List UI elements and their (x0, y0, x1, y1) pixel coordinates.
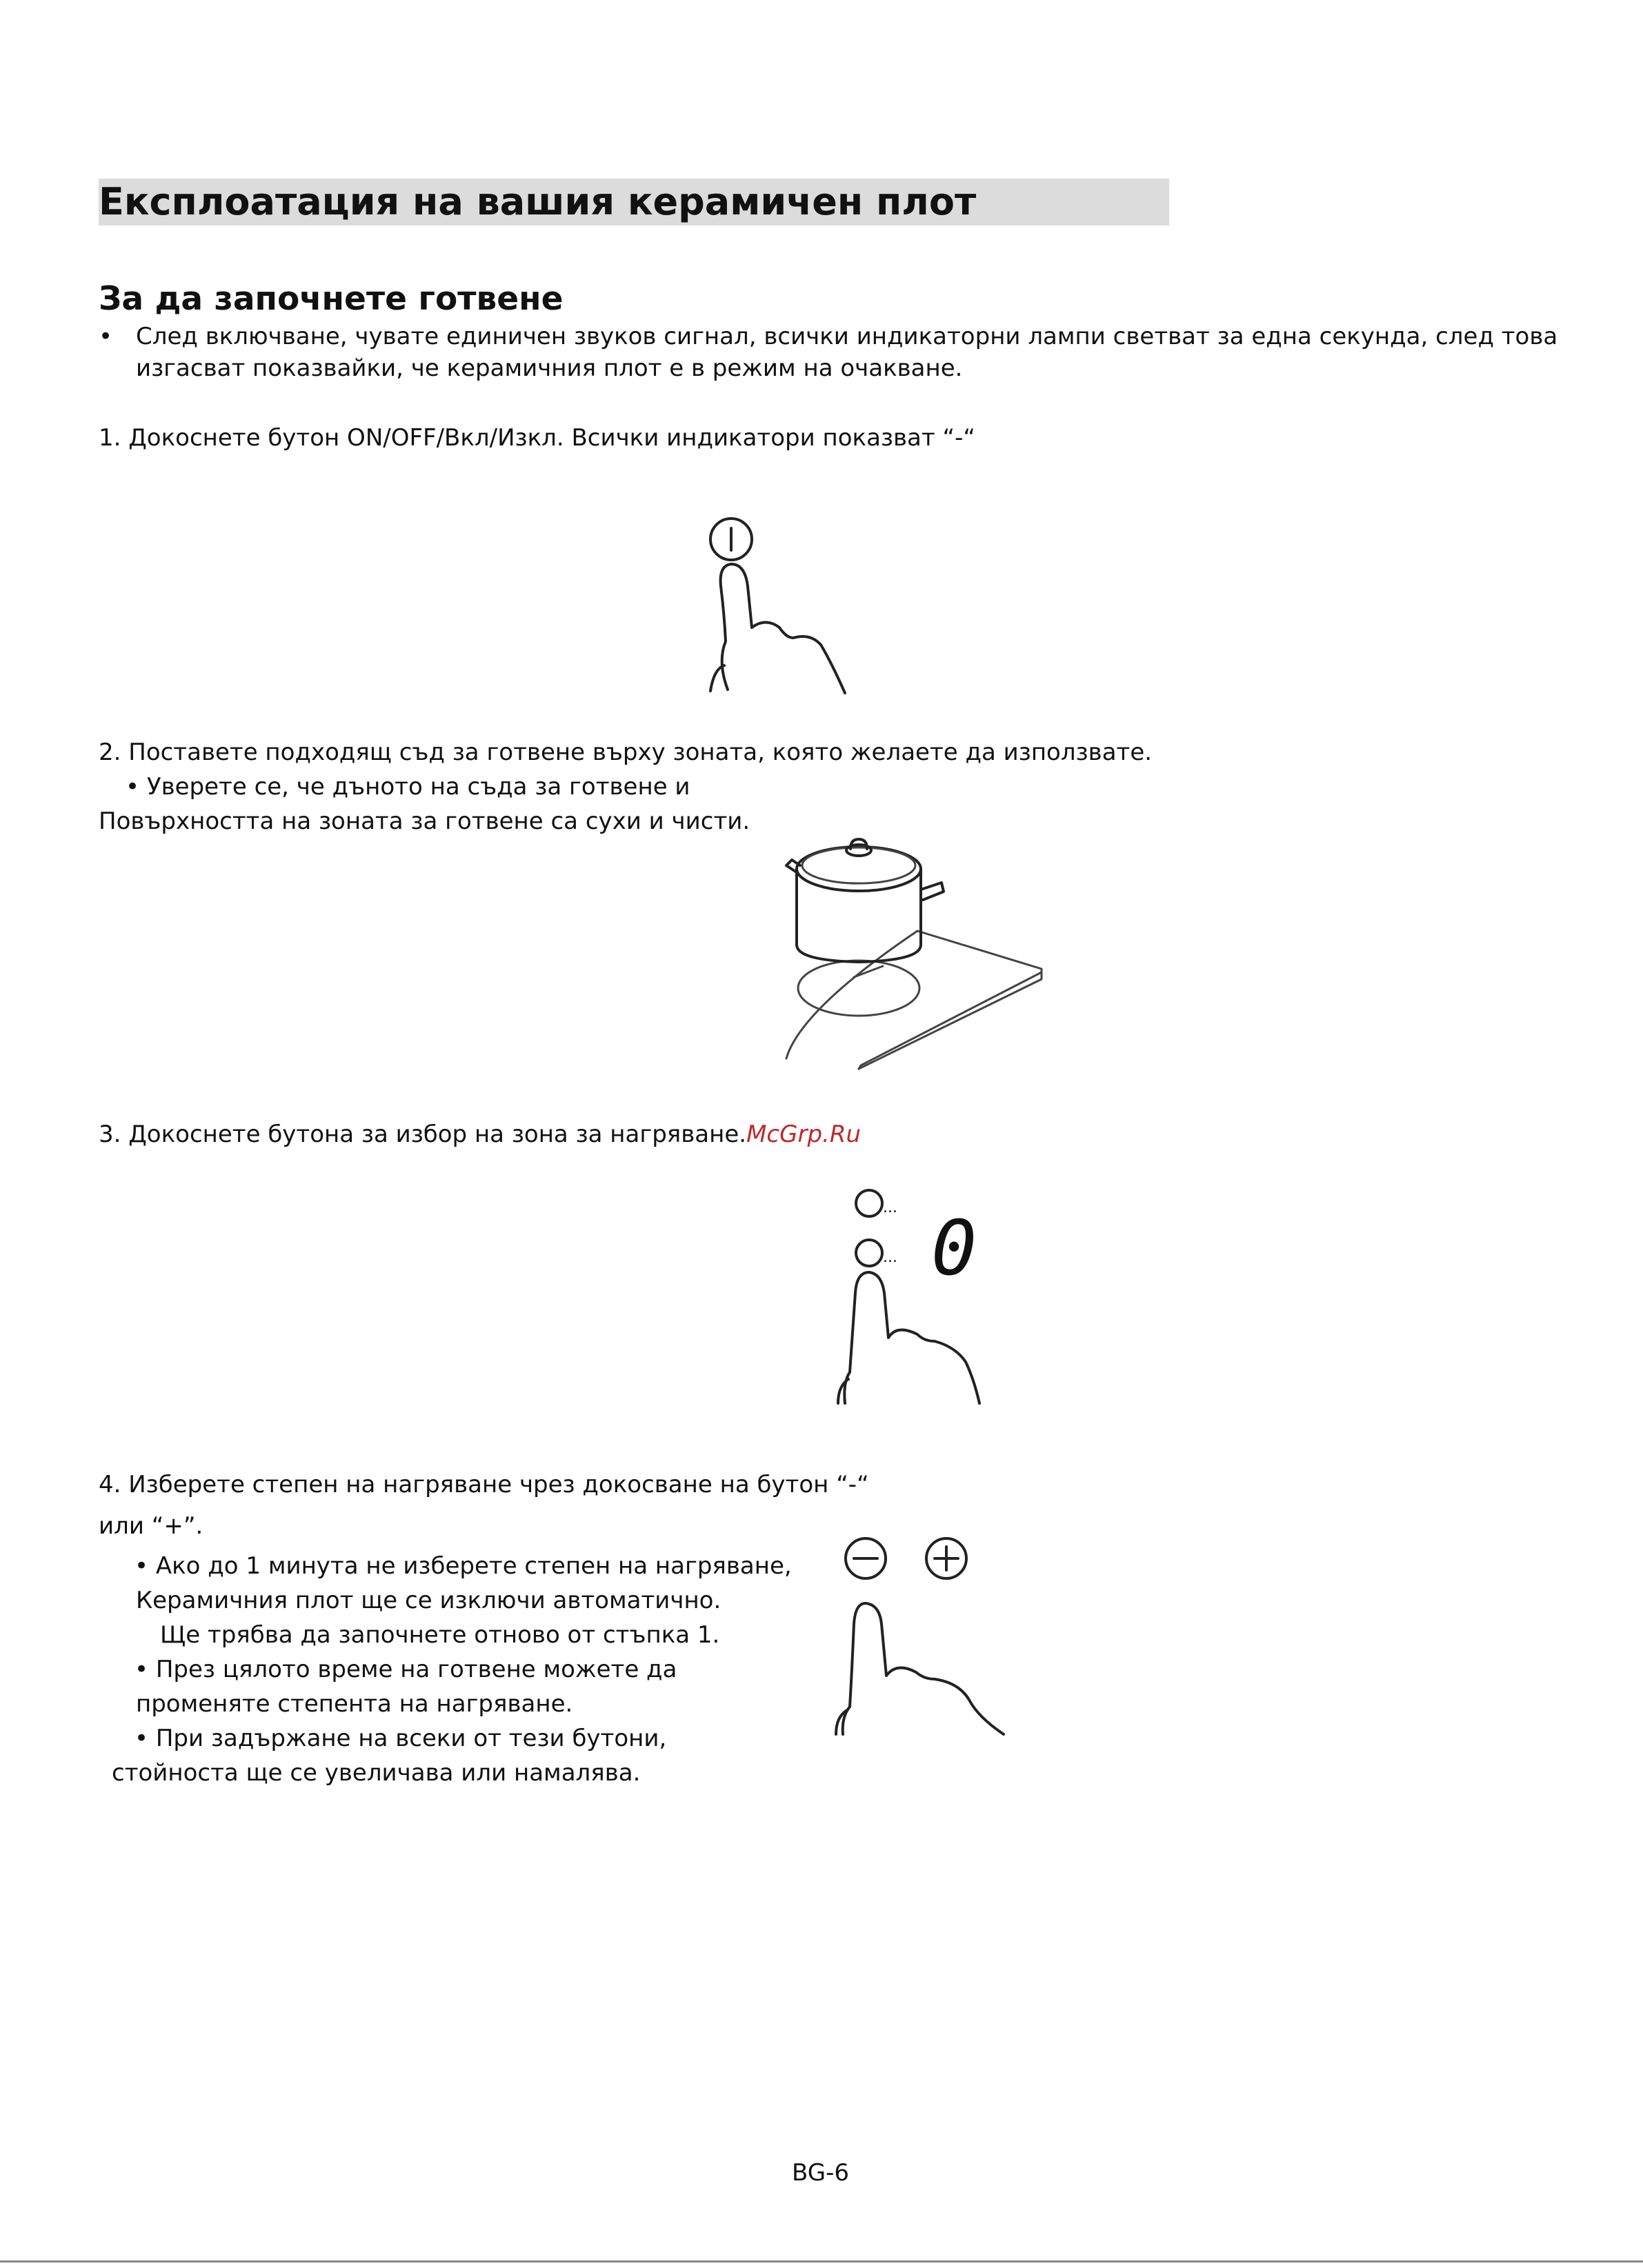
step-1-text: 1. Докоснете бутон ON/OFF/Вкл/Изкл. Всички индикатори показват “-“ (99, 424, 975, 452)
page-bottom-rule (0, 2260, 1643, 2262)
power-button-touch-illustration (683, 510, 890, 717)
page-number: BG-6 (792, 2159, 849, 2187)
zone-button-top-icon (856, 1190, 882, 1216)
bullet-marker: • (99, 323, 113, 350)
step-4-line-1: 4. Изберете степен на нагряване чрез докосване на бутон “-“ (99, 1471, 869, 1498)
zone-dots-top: ... (883, 1199, 897, 1216)
step-3-text (99, 1117, 861, 1152)
power-icon (710, 519, 752, 560)
minus-icon (846, 1538, 886, 1578)
plus-icon (926, 1538, 966, 1578)
zone-button-bottom-icon (856, 1240, 882, 1266)
step-4-line-2: или “+”. (99, 1512, 203, 1540)
step-3-instruction: 3. Докоснете бутона за избор на зона за нагряване. (99, 1121, 747, 1148)
intro-line-1: След включване, чувате единичен звуков сигнал, всички индикаторни лампи светват за една секунда, след това (136, 323, 1558, 350)
step-4-bullet-2a: • През цялото време на готвене можете да (135, 1656, 677, 1683)
finger-icon (843, 1603, 1004, 1734)
pot-on-cooktop-illustration (779, 831, 1069, 1065)
intro-line-2: изгасват показвайки, че керамичния плот е в режим на очакване. (136, 354, 963, 382)
minus-plus-touch-illustration (828, 1534, 1048, 1755)
step-4-bullet-2b: променяте степента на нагряване. (136, 1690, 573, 1718)
step-2-line-2: • Уверете се, че дъното на съда за готвене и (126, 773, 690, 801)
watermark-text: McGrp.Ru (746, 1121, 862, 1148)
finger-icon (721, 564, 845, 693)
power-level-display: 0 (931, 1204, 977, 1292)
step-2-line-3: Повърхността на зоната за готвене са сухи и чисти. (99, 807, 750, 835)
step-4-bullet-3a: • При задържане на всеки от тези бутони, (135, 1725, 667, 1752)
step-2-line-1: 2. Поставете подходящ съд за готвене върху зоната, която желаете да използвате. (99, 739, 1153, 766)
section-heading: За да започнете готвене (99, 280, 564, 318)
step-4-bullet-1c: Ще трябва да започнете отново от стъпка 1. (160, 1621, 720, 1649)
page-title: Експлоатация на вашия керамичен плот (99, 180, 977, 223)
step-4-bullet-3b: стойноста ще се увеличава или намалява. (112, 1759, 641, 1787)
step-4-bullet-1a: • Ако до 1 минута не изберете степен на нагряване, (135, 1552, 792, 1580)
step-4-bullet-1b: Керамичния плот ще се изключи автоматично. (136, 1587, 721, 1614)
zone-dots-bottom: ... (883, 1249, 897, 1266)
